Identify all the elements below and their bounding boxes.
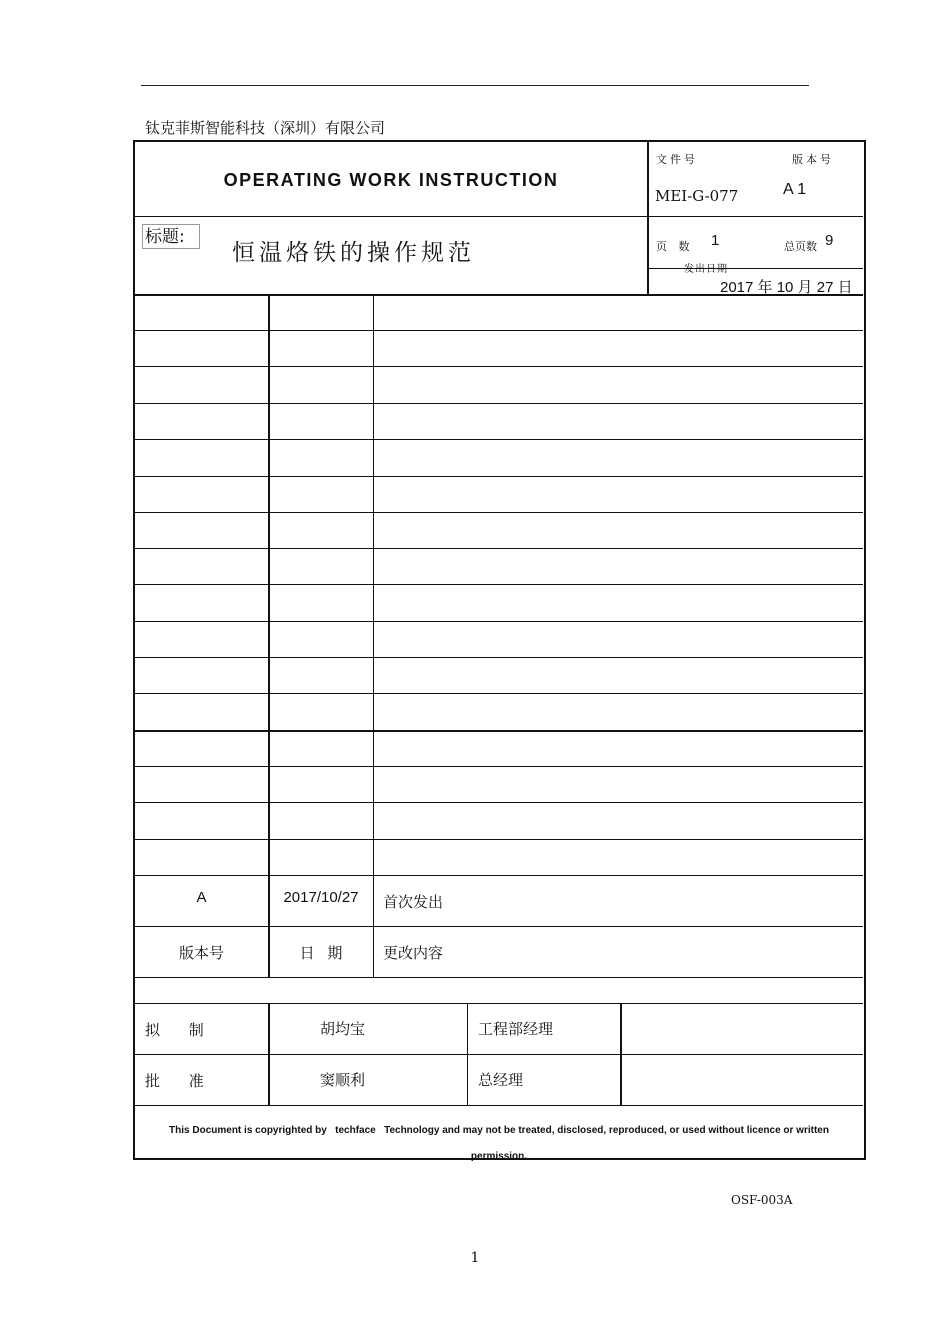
version-value: A 1 [783,181,807,198]
grid-line [135,439,863,440]
file-no: MEI-G-077 [655,187,739,205]
copyright-note: This Document is copyrighted by techface Technology and may not be treated, disclosed, reproduced, or used without licence or written permission. [169,1125,832,1162]
rev-date: 2017/10/27 [283,889,359,906]
file-no-label: 文件号 [656,153,698,166]
grid-line [135,476,863,477]
page-value: 1 [711,232,720,249]
grid-line [135,839,863,840]
grid-line [135,875,863,876]
grid-line [135,802,863,803]
issue-date-line [648,268,863,269]
grid-line [135,584,863,585]
approve-label: 批 准 [145,1072,204,1090]
eng-mgr-label: 工程部经理 [478,1020,554,1038]
grid-line [135,1105,863,1106]
grid-line [135,548,863,549]
gm-label: 总经理 [478,1071,524,1089]
grid-col-line [268,295,270,977]
rev-version: A [196,889,207,906]
col-header-date: 日 期 [299,944,343,962]
doc-title: 恒温烙铁的操作规范 [232,240,475,266]
grid-line [135,657,863,658]
grid-line [135,730,863,732]
company-name: 钛克菲斯智能科技（深圳）有限公司 [145,119,386,137]
grid-line [135,926,863,927]
grid-line [135,512,863,513]
issue-label: 发出日期 [684,264,728,275]
draft-name: 胡均宝 [320,1020,366,1038]
grid-line [135,977,863,978]
grid-line [135,366,863,367]
signoff-col-line [467,1003,468,1105]
page-number: 1 [470,1250,480,1266]
top-rule [141,85,809,86]
grid-line [135,1054,863,1055]
signoff-col-line [620,1003,622,1105]
grid-line [135,330,863,331]
grid-line [135,621,863,622]
total-value: 9 [825,232,834,249]
grid-line [135,1003,863,1004]
grid-line [135,403,863,404]
grid-col-line [373,295,374,977]
col-header-content: 更改内容 [383,944,444,962]
version-label: 版本号 [792,153,834,166]
header-divider [647,141,649,295]
form-code: OSF-003A [731,1193,793,1207]
approve-name: 窦顺利 [320,1071,366,1089]
doc-heading: OPERATING WORK INSTRUCTION [223,170,559,190]
grid-line [135,766,863,767]
issue-date: 2017 年 10 月 27 日 [720,279,853,296]
rev-content: 首次发出 [383,893,444,911]
col-header-version: 版本号 [178,944,224,962]
draft-label: 拟 制 [145,1021,204,1039]
signoff-col-line [268,1003,270,1105]
page-label: 页 数 [656,240,694,253]
title-label: 标题: [142,224,200,249]
grid-line [135,693,863,694]
header-row-line [135,216,863,217]
total-label: 总页数 [784,240,817,253]
